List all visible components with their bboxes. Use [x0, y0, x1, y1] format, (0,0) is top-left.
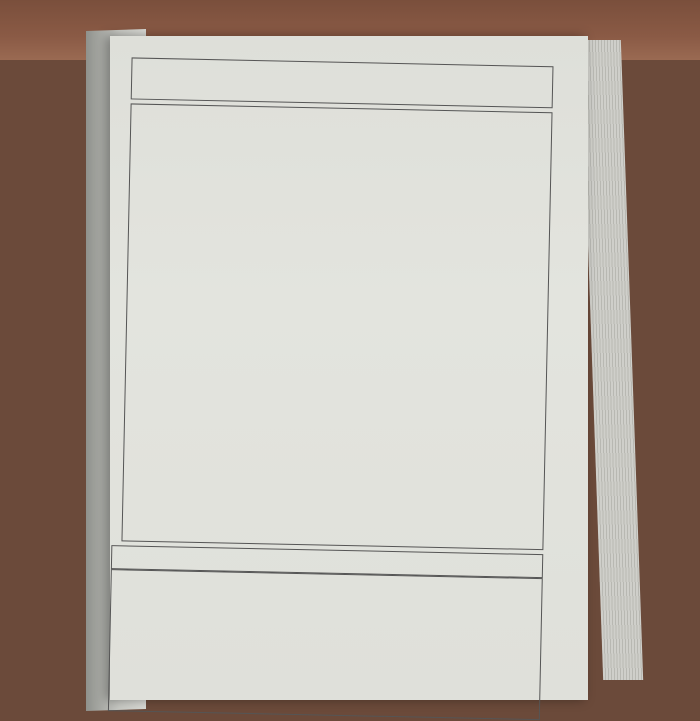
page-stack-edge: [581, 40, 643, 680]
section4-list-box: [108, 569, 543, 720]
top-box: [131, 57, 554, 108]
section3-box: [121, 103, 552, 550]
contents-sheet: [98, 35, 588, 701]
